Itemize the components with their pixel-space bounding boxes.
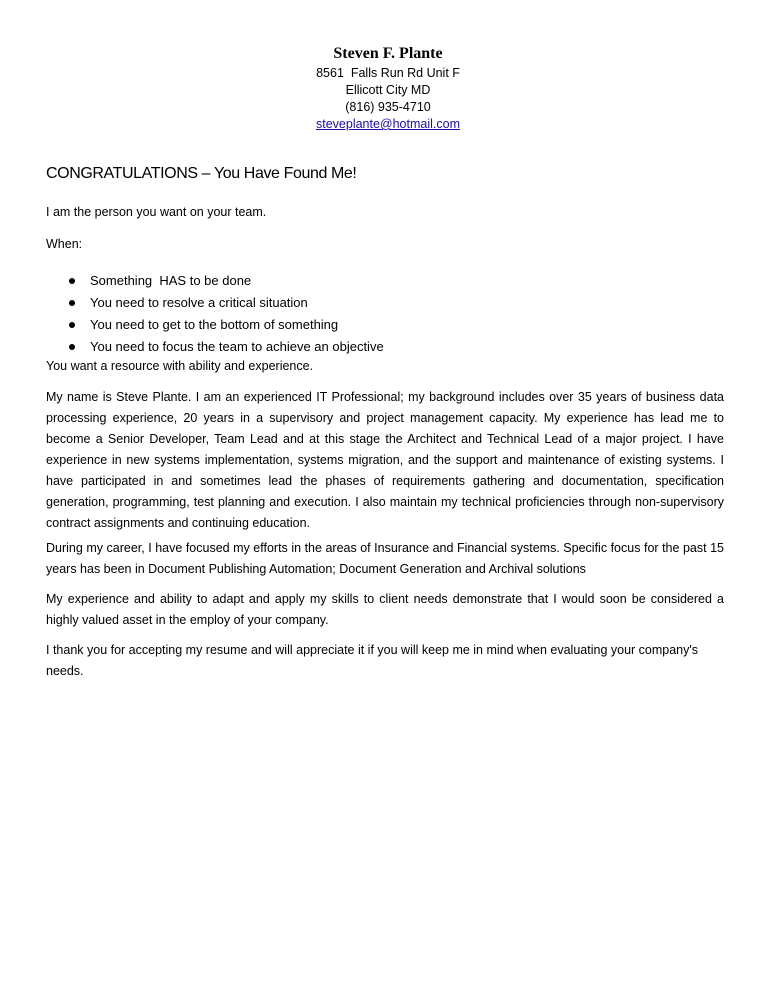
- closing-paragraph: I thank you for accepting my resume and will appreciate it if you will keep me in mind when evaluating your company's needs.: [46, 643, 699, 678]
- list-item: You need to resolve a critical situation: [46, 292, 646, 314]
- contact-header: [290, 44, 486, 133]
- experience-paragraph: My name is Steve Plante. I am an experienced IT Professional; my background includes over 35 years of business data processing experience, 20 years in a supervisory and project management capacity. My experience has lead me to become a Senior Developer, Team Lead and at this stage the Architect and Technical Lead of a major project. I have experience in new systems implementation, systems migration, and the support and maintenance of existing systems. I have participated in and sometimes lead the phases of requirements gathering and documentation, specification generation, programming, test planning and execution. I also maintain my technical proficiencies through non-supervisory contract assignments and continuing education.: [46, 390, 724, 530]
- phone-number: (816) 935-4710: [345, 100, 431, 114]
- bullet-icon: [69, 322, 75, 328]
- page-heading: CONGRATULATIONS – You Have Found Me!: [46, 165, 357, 182]
- career-paragraph: During my career, I have focused my efforts in the areas of Insurance and Financial systems. Specific focus for the past 15 years has been in Document Publishing Automation; Document Generation and Archival solutions: [46, 541, 724, 576]
- bullet-list: [46, 270, 646, 358]
- applicant-name: Steven F. Plante: [333, 45, 443, 62]
- address-line-2: Ellicott City MD: [345, 83, 431, 97]
- email-link[interactable]: steveplante@hotmail.com: [315, 117, 460, 131]
- list-item: You need to focus the team to achieve an objective: [46, 336, 646, 358]
- list-item: Something HAS to be done: [46, 270, 646, 292]
- bullet-icon: [69, 300, 75, 306]
- when-label: When:: [46, 237, 83, 251]
- ability-paragraph: My experience and ability to adapt and apply my skills to client needs demonstrate that I would soon be considered a highly valued asset in the employ of your company.: [46, 592, 724, 627]
- list-item: You need to get to the bottom of something: [46, 314, 646, 336]
- bullet-icon: [69, 344, 75, 350]
- intro-line: I am the person you want on your team.: [46, 205, 267, 219]
- bullet-icon: [69, 278, 75, 284]
- address-line-1: 8561 Falls Run Rd Unit F: [316, 66, 460, 80]
- resource-line: You want a resource with ability and experience.: [46, 359, 314, 373]
